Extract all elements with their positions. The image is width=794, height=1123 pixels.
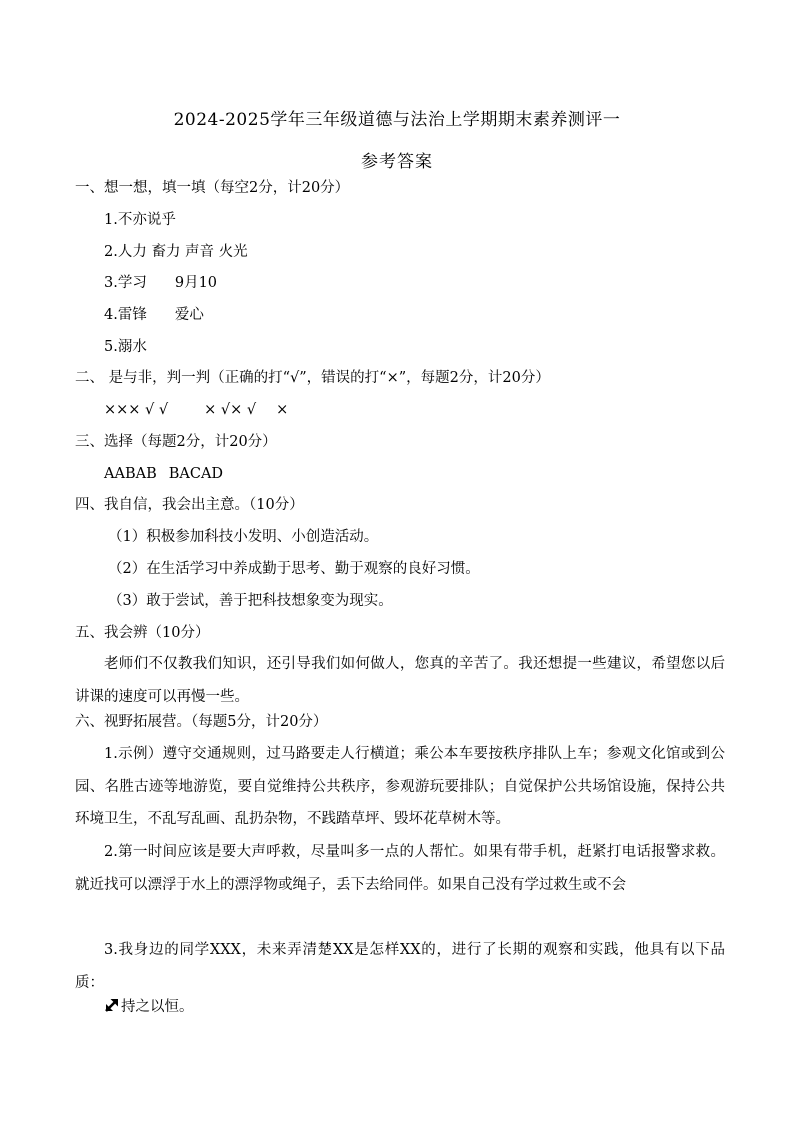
section6-paragraph-4-text: 持之以恒。 [121,999,194,1015]
section2-answers [104,400,292,420]
section5-heading: 五、我会辨（10分） [75,625,210,641]
section2-answers-c: × [276,402,289,418]
section4-item-1: （1）积极参加科技小发明、小创造活动。 [108,529,379,545]
section1-item-2: 2.人力 畜力 声音 火光 [104,244,248,260]
section4-item-2: （2）在生活学习中养成勤于思考、勤于观察的良好习惯。 [108,561,480,577]
section1-item-3-a: 3.学习 [104,275,147,291]
section6-paragraph-2: 2.第一时间应该是要大声呼救，尽量叫多一点的人帮忙。如果有带手机，赶紧打电话报警求救。就近找可以漂浮于水上的漂浮物或绳子，丢下去给同伴。如果自己没有学过救生或不会 [75,844,725,893]
section4-item-3: （3）敢于尝试，善于把科技想象变为现实。 [108,593,393,609]
section6-paragraph-3: 3.我身边的同学XXX，未来弄清楚XX是怎样XX的，进行了长期的观察和实践，他具有以下品质： [75,942,725,991]
expand-arrow-icon [104,997,120,1013]
section1-item-3 [104,273,217,293]
section1-item-3-b: 9月10 [174,275,218,291]
section6-heading: 六、视野拓展营。（每题5分，计20分） [75,714,328,730]
section1-heading: 一、想一想，填一填（每空2分，计20分） [75,180,350,196]
section2-answers-b: × √× √ [204,402,257,418]
section3-answers-a: AABAB [104,466,157,482]
section3-answers-b: BACAD [168,466,224,482]
page-subtitle: 参考答案 [361,152,433,172]
section1-item-5: 5.溺水 [104,339,147,355]
section2-answers-a: ××× √ √ [104,402,169,418]
section6-paragraph-4 [104,997,194,1017]
section1-item-4-b: 爱心 [174,307,204,323]
section3-answers [104,464,223,484]
section3-heading: 三、选择（每题2分，计20分） [75,434,277,450]
section5-answer: 老师们不仅教我们知识，还引导我们如何做人，您真的辛苦了。我还想提一些建议，希望您以后讲课的速度可以再慢一些。 [75,656,725,705]
section1-item-4-a: 4.雷锋 [104,307,147,323]
section6-paragraph-1: 1.示例）遵守交通规则，过马路要走人行横道；乘公本车要按秩序排队上车；参观文化馆或到公园、名胜古迹等地游览，要自觉维持公共秩序，参观游玩要排队；自觉保护公共场馆设施，保持公共环境卫生，不乱写乱画、乱扔杂物，不践踏草坪、毁坏花草树木等。 [75,746,725,827]
section1-item-1: 1.不亦说乎 [104,212,176,228]
page-title: 2024-2025学年三年级道德与法治上学期期末素养测评一 [173,110,621,130]
section1-item-4 [104,305,204,325]
section2-heading: 二、 是与非，判一判（正确的打“√”，错误的打“×”，每题2分，计20分） [75,370,550,386]
section4-heading: 四、我自信，我会出主意。（10分） [75,497,304,513]
